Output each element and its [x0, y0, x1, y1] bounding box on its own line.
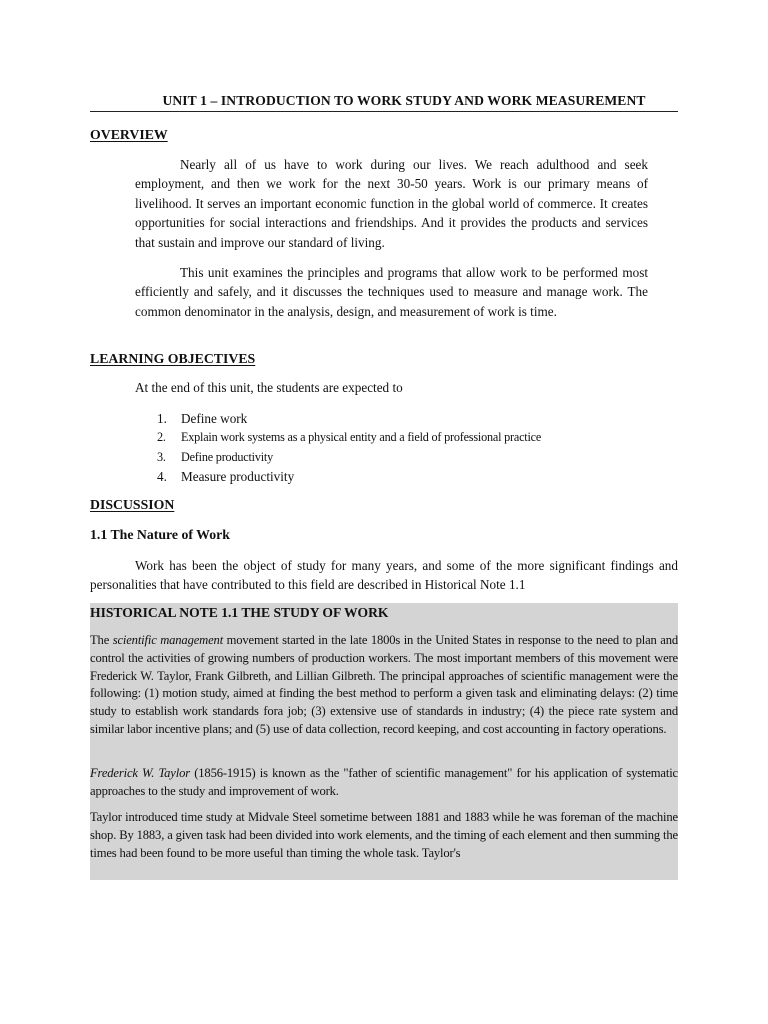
objective-number: 4. — [157, 469, 167, 485]
discussion-heading: DISCUSSION — [90, 497, 175, 512]
historical-note-box — [90, 603, 678, 880]
objective-text: Measure productivity — [181, 469, 295, 485]
objectives-intro: At the end of this unit, the students are expected to — [135, 380, 403, 395]
paragraph-lead: The — [90, 633, 113, 647]
paragraph-text: (1856-1915) is known as the "father of scientific management" for his application of systematic approaches to the study and improvement of work. — [90, 766, 678, 798]
objective-item — [157, 409, 541, 428]
nature-of-work-paragraph: Work has been the object of study for many years, and some of the more significant findings and personalities that have contributed to this field are described in Historical Note 1.1 — [90, 558, 678, 593]
objective-text: Explain work systems as a physical entity and a field of professional practice — [181, 430, 542, 445]
overview-paragraph-2: This unit examines the principles and programs that allow work to be performed most efficiently and safely, and it discusses the techniques used to measure and manage work. The common denominator in the analysis, design, and measurement of work is time. — [135, 265, 648, 319]
objectives-list — [157, 409, 541, 487]
historical-note-paragraph-1 — [90, 632, 678, 739]
objective-text: Define work — [181, 411, 248, 426]
historical-note-paragraph-2 — [90, 765, 678, 801]
paragraph-text: movement started in the late 1800s in the United States in response to the need to plan and control the activities of growing numbers of production workers. The most important members of this movement were Frederick W. Taylor, Frank Gilbreth, and Lillian Gilbreth. The principal approaches of scientific management were the following: (1) motion study, aimed at finding the best method to perform a given task and eliminating delays: (2) time study to establish work standards fora job; (3) extensive use of standards in industry; (4) the piece rate system and similar labor incentive plans; and (5) use of data collection, record keeping, and cost accounting in factory operations. — [90, 633, 678, 736]
unit-title: UNIT 1 – INTRODUCTION TO WORK STUDY AND WORK MEASUREMENT — [90, 93, 678, 112]
overview-heading: OVERVIEW — [90, 127, 168, 142]
objective-number: 3. — [157, 449, 166, 464]
objective-item — [157, 428, 541, 447]
historical-note-paragraph-3: Taylor introduced time study at Midvale Steel sometime between 1881 and 1883 while he was foreman of the machine shop. By 1883, a given task had been divided into work elements, and the timing of each element and then summing the times had been found to be more useful than timing the whole task. Taylor's — [90, 810, 678, 860]
historical-note-title: HISTORICAL NOTE 1.1 THE STUDY OF WORK — [90, 605, 389, 620]
objective-item — [157, 467, 541, 486]
learning-objectives-heading: LEARNING OBJECTIVES — [90, 351, 256, 366]
overview-paragraph-1: Nearly all of us have to work during our lives. We reach adulthood and seek employment, and then we work for the next 30-50 years. Work is our primary means of livelihood. It serves an important economic function in the global world of commerce. It creates opportunities for social interactions and friendships. And it provides the products and services that sustain and improve our standard of living. — [135, 157, 648, 250]
section-title: 1.1 The Nature of Work — [90, 527, 230, 542]
objective-number: 1. — [157, 411, 167, 426]
emphasis-scientific-management: scientific management — [112, 633, 224, 647]
objective-number: 2. — [157, 430, 166, 445]
emphasis-taylor-name: Frederick W. Taylor — [90, 766, 190, 780]
objective-text: Define productivity — [181, 449, 273, 464]
objective-item — [157, 448, 541, 467]
